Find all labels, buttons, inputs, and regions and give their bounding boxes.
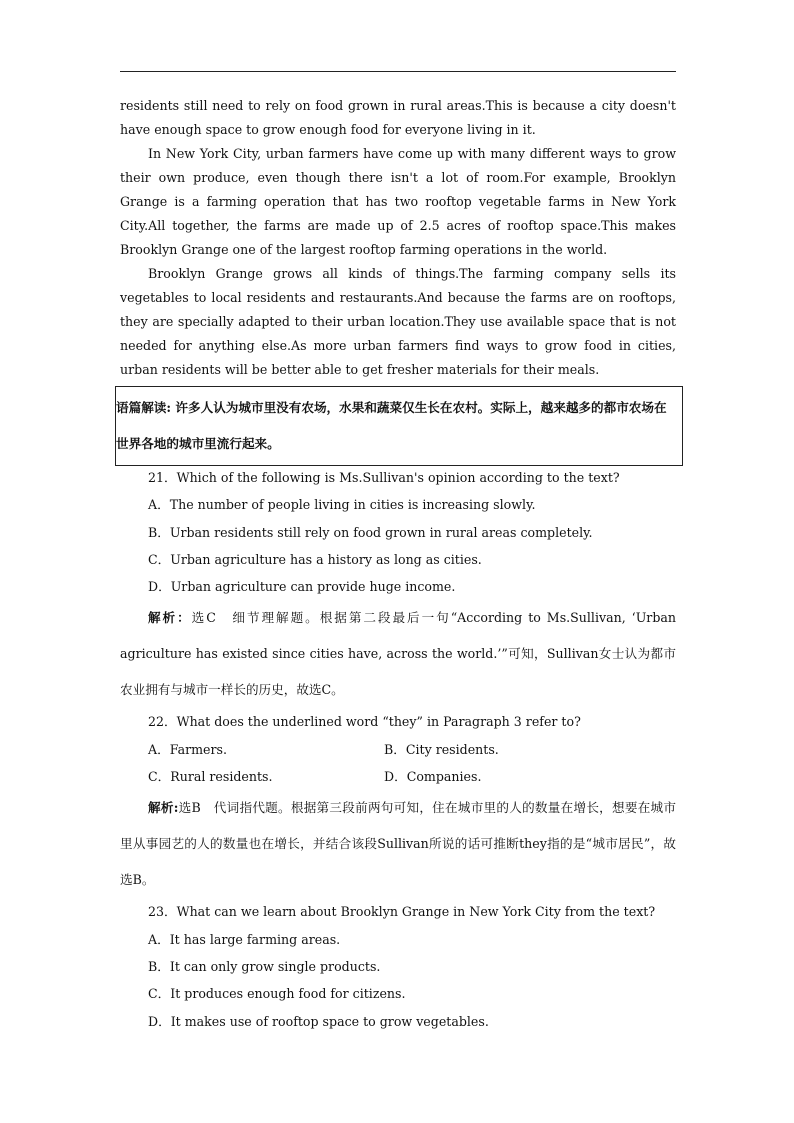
question-22	[120, 708, 676, 790]
question-21	[120, 464, 676, 600]
question-stem: 23．What can we learn about Brooklyn Grange in New York City from the text?	[148, 904, 656, 920]
option-a: A．Farmers.	[148, 741, 227, 757]
question-23	[120, 898, 676, 1034]
explanation-21	[120, 600, 676, 708]
explanation-text: 选B 代词指代题。根据第三段前两句可知，住在城市里的人的数量在增长，想要在城市里从事园艺的人的数量也在增长，并结合该段Sullivan所说的话可推断they指的是“城市居民”，故选B。	[120, 800, 676, 888]
option-d: D．Companies.	[384, 769, 482, 785]
document-page	[116, 94, 677, 1035]
passage-paragraph-2: In New York City, urban farmers have come up with many different ways to grow their own produce, even though there isn't a lot of room.For example, Brooklyn Grange is a farming operation that has two rooftop vegetable farms in New York City.All together, the farms are made up of 2.5 acres of rooftop space.This makes Brooklyn Grange one of the largest rooftop farming operations in the world.	[120, 146, 676, 257]
option-row	[148, 763, 676, 790]
explanation-22	[120, 790, 676, 898]
option-c: C．Rural residents.	[148, 769, 273, 785]
passage-paragraph-1: residents still need to rely on food grown in rural areas.This is because a city doesn't have enough space to grow enough food for everyone living in it.	[120, 98, 676, 137]
option-b: B．City residents.	[384, 741, 499, 757]
passage-paragraph-3: Brooklyn Grange grows all kinds of things.The farming company sells its vegetables to local residents and restaurants.And because the farms are on rooftops, they are specially adapted to their urban location.They use available space that is not needed for anything else.As more urban farmers find ways to grow food in cities, urban residents will be better able to get fresher materials for their meals.	[120, 266, 676, 377]
summary-box	[115, 386, 683, 466]
question-stem: 22．What does the underlined word “they” in Paragraph 3 refer to?	[148, 714, 581, 730]
explanation-label: 解析：	[148, 610, 192, 626]
question-stem: 21．Which of the following is Ms.Sullivan's opinion according to the text?	[148, 470, 620, 485]
option-row	[148, 736, 676, 763]
option-d: D．Urban agriculture can provide huge income.	[148, 579, 456, 595]
summary-text: 许多人认为城市里没有农场，水果和蔬菜仅生长在农村。实际上，越来越多的都市农场在世界各地的城市里流行起来。	[116, 400, 667, 451]
option-c: C．It produces enough food for citizens.	[148, 986, 406, 1002]
summary-label: 语篇解读:	[116, 400, 172, 415]
explanation-text: 选C 细节理解题。根据第二段最后一句“According to Ms.Sullivan, ‘Urban agriculture has existed since cities have, across the world.’”可知，Sullivan女士认为都市农业拥有与城市一样长的历史，故选C。	[120, 610, 677, 698]
option-d: D．It makes use of rooftop space to grow vegetables.	[148, 1013, 489, 1029]
option-a: A．The number of people living in cities is increasing slowly.	[148, 497, 536, 513]
option-c: C．Urban agriculture has a history as long as cities.	[148, 551, 482, 567]
option-b: B．Urban residents still rely on food grown in rural areas completely.	[148, 524, 593, 540]
option-b: B．It can only grow single products.	[148, 958, 381, 974]
option-a: A．It has large farming areas.	[148, 931, 341, 947]
header-rule	[120, 71, 676, 72]
explanation-label: 解析:	[148, 800, 179, 816]
